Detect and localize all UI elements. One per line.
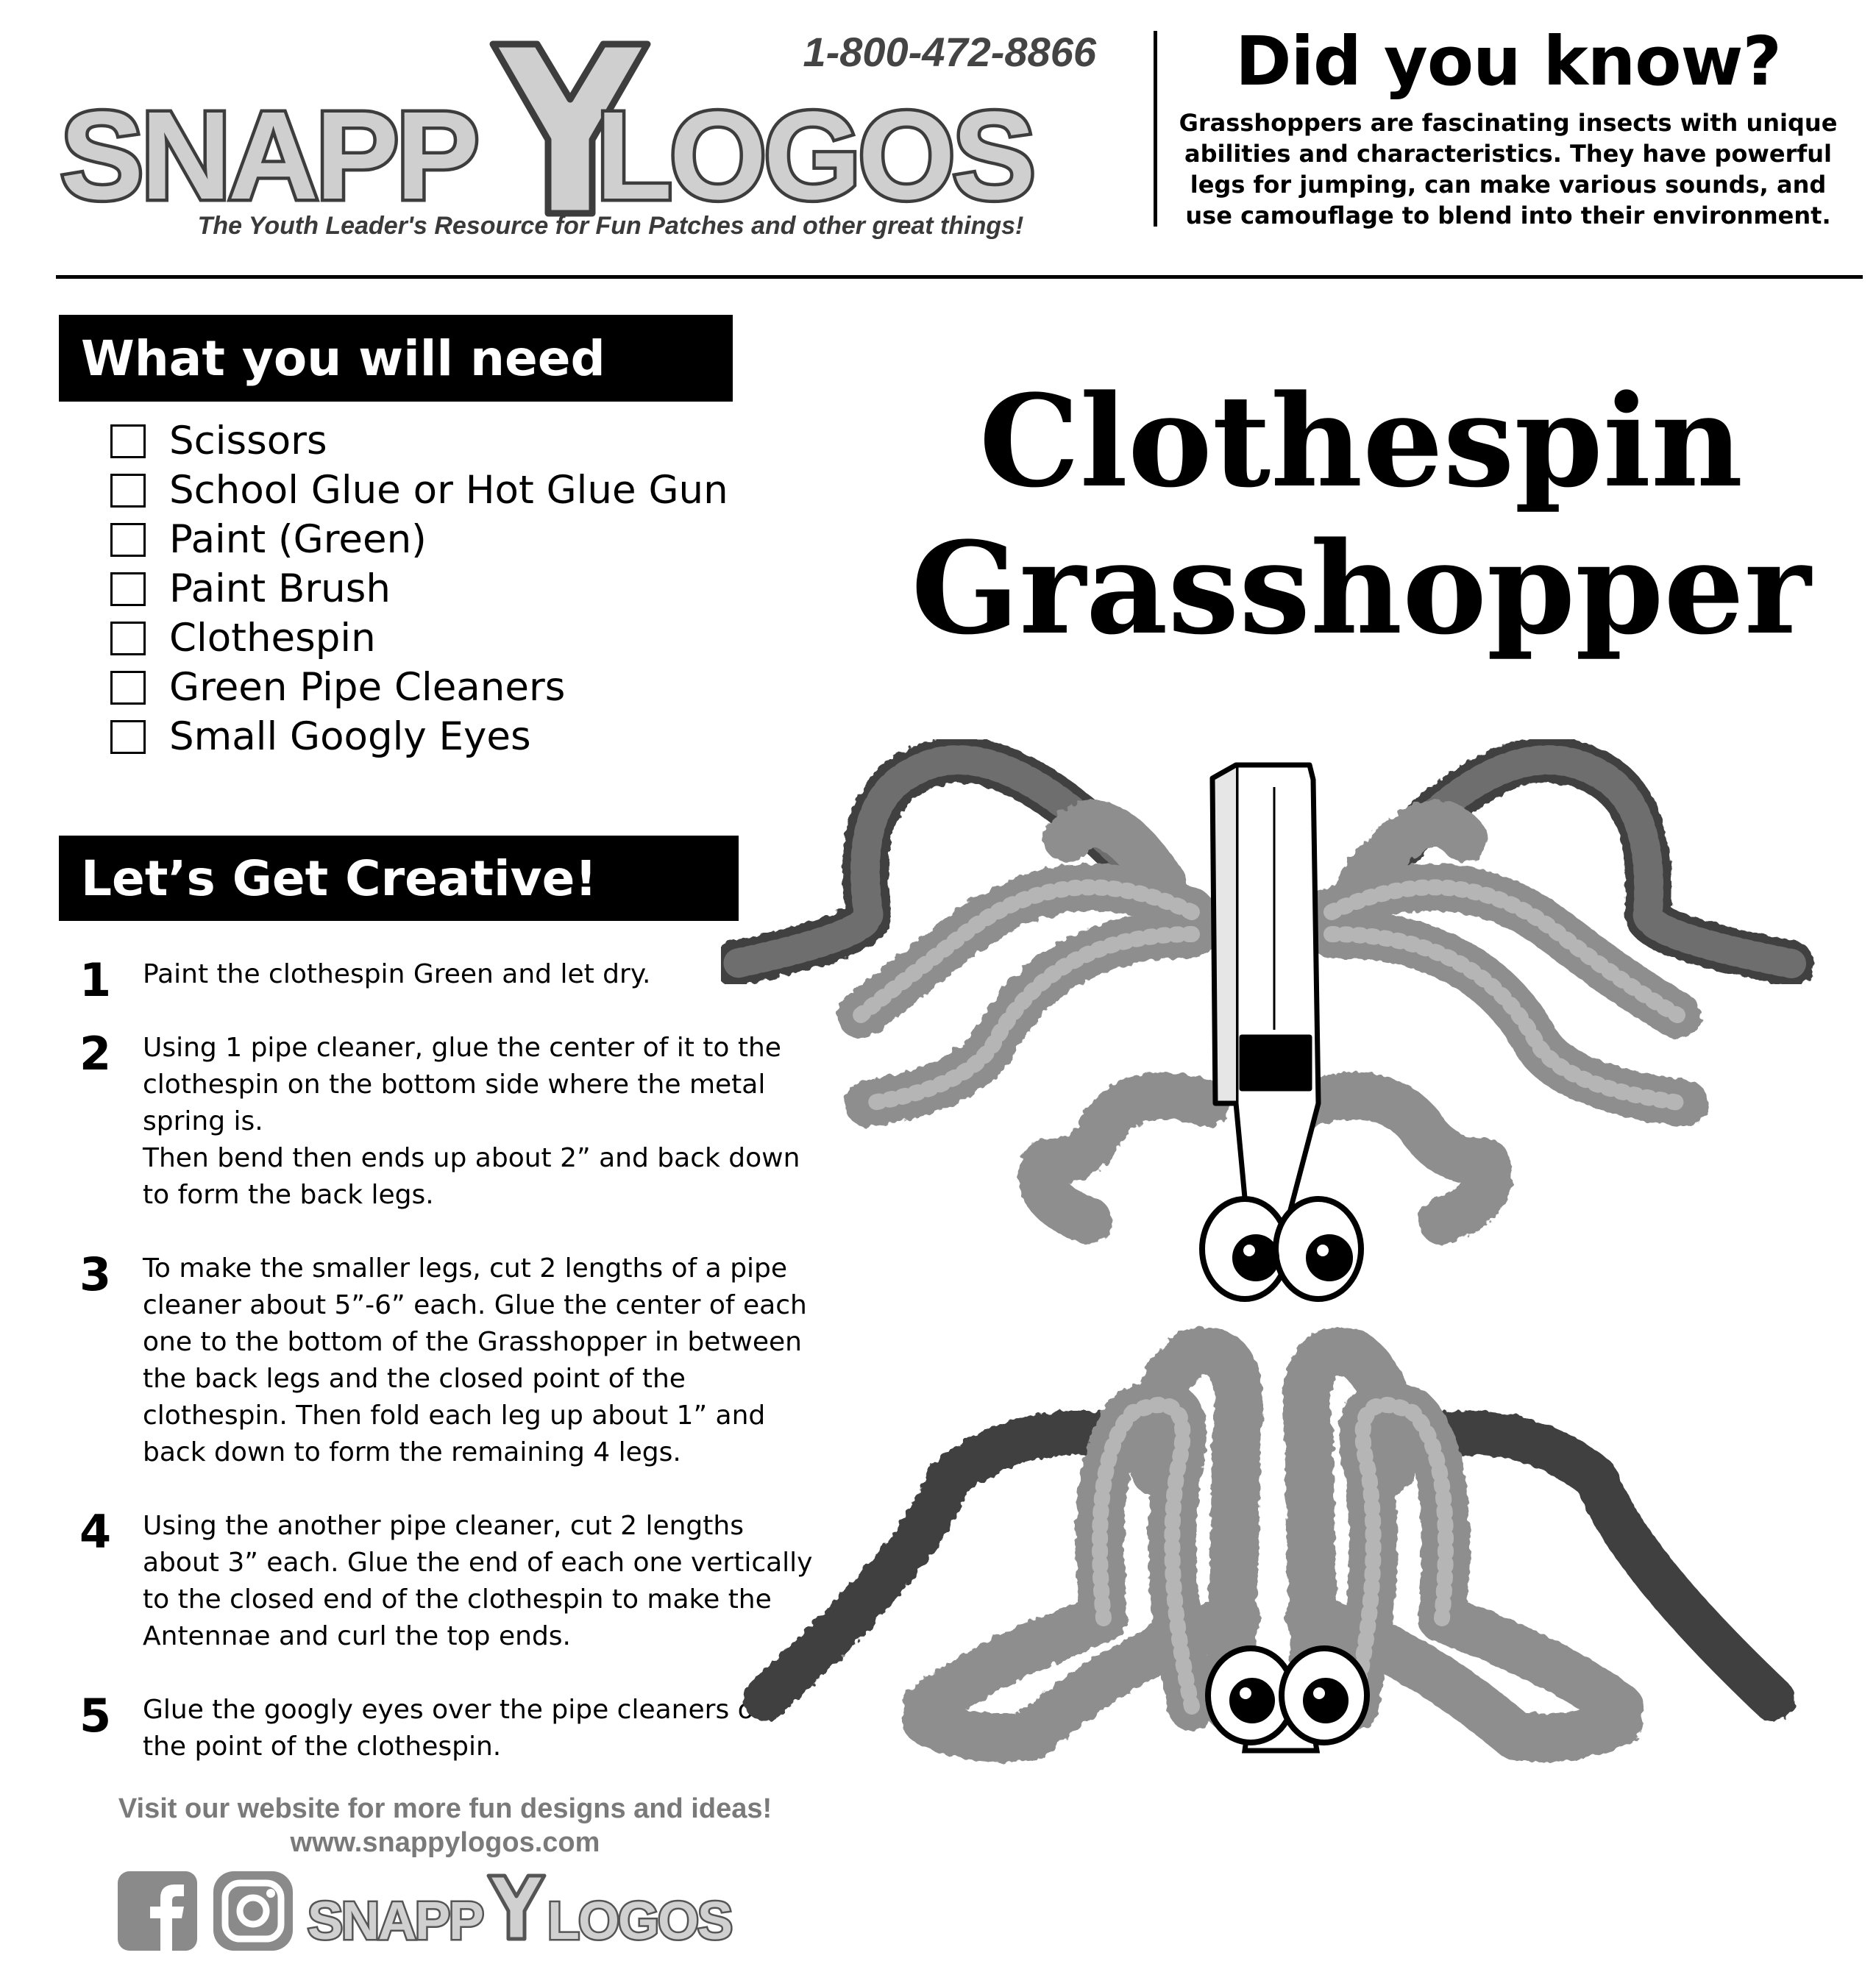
list-item [110,466,728,515]
list-item [110,663,728,712]
list-item [110,613,728,663]
step-text: Glue the googly eyes over the pipe cleaners on the point of the clothespin. [143,1695,771,1762]
list-item [110,515,728,564]
header-divider [1154,31,1157,227]
checkbox[interactable] [110,720,146,754]
svg-text:SNAPP: SNAPP [60,86,477,226]
grasshopper-illustration [721,691,1854,1795]
step-number: 3 [79,1248,112,1301]
supplies-list [110,416,728,761]
svg-text:LOGOS: LOGOS [547,1892,732,1951]
supply-label: Green Pipe Cleaners [169,665,566,710]
footer-social-logos [115,1865,777,1961]
supply-label: Scissors [169,419,327,463]
supply-label: School Glue or Hot Glue Gun [169,468,728,513]
checkbox[interactable] [110,424,146,458]
checkbox[interactable] [110,474,146,508]
website-promo [66,1792,824,1859]
phone-number: 1-800-472-8866 [803,29,1096,75]
visit-line: Visit our website for more fun designs and ideas! [118,1793,772,1824]
instruction-steps [74,953,817,1765]
what-you-need-heading: What you will need [59,315,733,402]
facebook-icon[interactable] [118,1871,197,1951]
craft-title-line-1: Clothespin [978,366,1744,516]
list-item [110,564,728,613]
header-rule [56,275,1863,279]
list-item [110,712,728,761]
supply-label: Paint Brush [169,566,391,611]
checkbox[interactable] [110,622,146,655]
step-text: Using the another pipe cleaner, cut 2 lengths about 3” each. Glue the end of each one vertically to the closed end of the clothespin to make the Antennae and curl the top ends. [143,1511,813,1651]
list-item [110,416,728,466]
craft-title [846,368,1876,662]
checkbox[interactable] [110,671,146,705]
step-text: Using 1 pipe cleaner, glue the center of it to the clothespin on the bottom side where the metal spring is. Then bend then ends up about 2” and back down to form the back legs. [143,1033,800,1210]
instagram-icon[interactable] [213,1871,293,1951]
svg-text:LOGOS: LOGOS [596,86,1033,226]
grasshopper-top-view [736,760,1791,1299]
website-link[interactable]: www.snappylogos.com [290,1827,600,1858]
step [74,1250,817,1471]
step [74,953,817,1007]
supply-label: Paint (Green) [169,517,427,562]
step-number: 1 [79,953,112,1007]
lets-get-creative-heading: Let’s Get Creative! [59,836,739,921]
clothespin [1212,765,1318,1221]
svg-text:SNAPP: SNAPP [308,1892,483,1951]
step-number: 5 [79,1689,112,1743]
step [74,1027,817,1214]
step-number: 4 [79,1505,112,1559]
did-you-know-title: Did you know? [1235,22,1781,101]
step-text: To make the smaller legs, cut 2 lengths of a pipe cleaner about 5”-6” each. Glue the center of each one to the bottom of the Grasshopper in between the back legs and the closed point of the clothespin. Then fold each leg up about 1” and back down to form the remaining 4 legs. [143,1253,807,1467]
checkbox[interactable] [110,572,146,606]
checkbox[interactable] [110,523,146,557]
supply-label: Small Googly Eyes [169,714,531,759]
step-number: 2 [79,1027,112,1081]
step [74,1689,817,1765]
step-text: Paint the clothespin Green and let dry. [143,959,651,989]
step [74,1505,817,1655]
snappylogos-footer-logo[interactable] [308,1876,731,1951]
did-you-know-text: Grasshoppers are fascinating insects with unique abilities and characteristics. They have powerful legs for jumping, can make various sounds, and use camouflage to blend into their environment. [1179,109,1838,229]
grasshopper-front-view [765,1352,1773,1751]
tagline: The Youth Leader's Resource for Fun Patches and other great things! [197,212,1024,240]
craft-title-line-2: Grasshopper [911,513,1811,663]
supply-label: Clothespin [169,616,376,661]
